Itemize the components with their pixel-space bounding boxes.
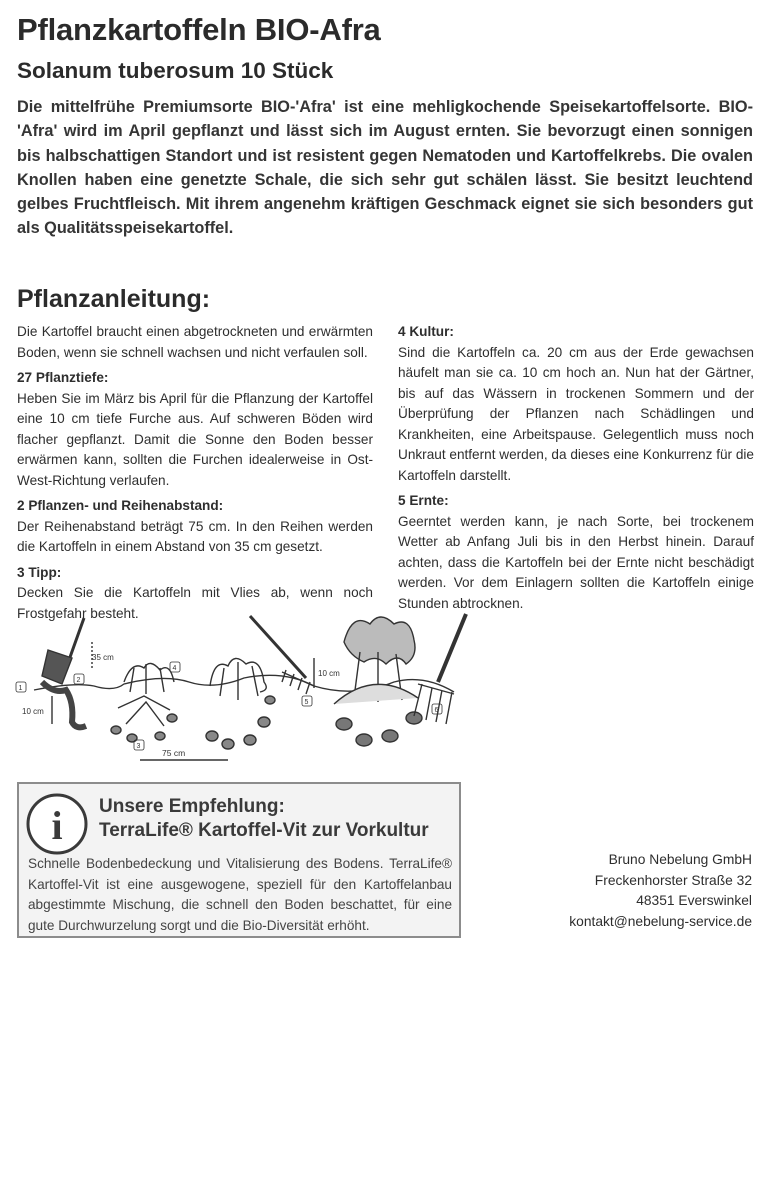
label-spacing: 35 cm [92,653,114,662]
section-text-depth: Heben Sie im März bis April für die Pflanzung der Kartoffel eine 10 cm tiefe Furche aus. Auf schweren Böden wird flacher gepflanzt. Damit die Sonne den Boden besser erwärmen kann, sollten die Furchen idealerweise in Ost-West-Richtung verlaufen. [17,390,373,488]
svg-text:6: 6 [434,707,439,714]
step-badge-5 [302,696,312,706]
instructions-heading: Pflanzanleitung: [17,285,211,313]
product-description: Die mittelfrühe Premiumsorte BIO-'Afra' ist eine mehligkochende Speisekartoffelsorte. BIO-'Afra' wird im April gepflanzt und lässt sich im August ernten. Sie bevorzugt einen sonnigen bis halbschattigen Standort und ist resistent gegen Nematoden und Kartoffelkrebs. Die ovalen Knollen haben eine genetzte Schale, die sich sehr gut schälen lässt. Sie besitzt leuchtend gelbes Fruchtfleisch. Mit ihrem angenehm kräftigen Geschmack eignet sie sich besonders gut als Qualitätsspeisekartoffel. [17,98,753,238]
section-title-tip: 3 Tipp: [17,564,62,580]
section-title-spacing: 2 Pflanzen- und Reihenabstand: [17,498,224,513]
recommendation-title: Unsere Empfehlung: [99,796,285,817]
product-subtitle: Solanum tuberosum 10 Stück [17,58,334,83]
info-icon [25,792,89,856]
planting-illustration [14,612,474,772]
company-email[interactable]: kontakt@nebelung-service.de [569,913,752,929]
young-plant-icon [111,663,177,742]
step-badge-2 [74,674,84,684]
spade-icon [42,618,86,727]
svg-text:2: 2 [76,677,81,684]
company-city: 48351 Everswinkel [636,893,752,908]
section-text-spacing: Der Reihenabstand beträgt 75 cm. In den Reihen werden die Kartoffeln in einem Abstand von 35 cm gesetzt. [17,518,373,554]
svg-text:1: 1 [18,685,23,692]
label-depth-left: 10 cm [22,707,44,716]
step-badge-6 [432,704,442,714]
step-badge-1 [16,682,26,692]
svg-text:3: 3 [136,743,141,750]
info-letter: i [51,803,63,848]
section-title-depth: 27 Pflanztiefe: [17,370,109,385]
digging-fork-icon [414,614,466,724]
instructions-intro: Die Kartoffel braucht einen abgetrockneten und erwärmten Boden, wenn sie schnell wachsen und nicht verfaulen soll. [17,324,373,360]
instructions-column-right [398,322,754,614]
instructions-column-left [17,322,373,624]
label-row-distance: 75 cm [162,748,186,758]
company-name: Bruno Nebelung GmbH [608,852,752,867]
svg-text:4: 4 [172,665,177,672]
hilled-plant-icon [206,658,275,749]
recommendation-box [17,782,461,938]
company-address [569,850,752,932]
mature-plant-icon [334,617,422,746]
section-text-tip: Decken Sie die Kartoffeln mit Vlies ab, wenn noch Frostgefahr besteht. [17,585,373,621]
product-title: Pflanzkartoffeln BIO-Afra [17,12,381,47]
company-street: Freckenhorster Straße 32 [594,872,752,888]
section-title-culture: 4 Kultur: [398,324,454,339]
section-text-harvest: Geerntet werden kann, je nach Sorte, bei trockenem Wetter ab Anfang Juli bis in den Herbst hinein. Darauf achten, dass die Kartoffeln bei der Ernte nicht beschädigt werden. Vor dem Einlagern sollten die Kartoffeln einige Stunden abtrocknen. [398,513,754,611]
rake-icon [250,616,314,694]
section-text-culture: Sind die Kartoffeln ca. 20 cm aus der Erde gewachsen häufelt man sie ca. 10 cm hoch an. Nun hat der Gärtner, bis auf das Wässern in trockenen Sommern und der Überprüfung der Pflanzen nach Schädlingen und Krankheiten, eine Arbeitspause. Gelegentlich muss noch Unkraut entfernt werden, da dieses eine Konkurrenz für die Kartoffeln darstellt. [398,344,754,483]
recommendation-product: TerraLife® Kartoffel-Vit zur Vorkultur [99,820,429,841]
label-hill-height: 10 cm [318,669,340,678]
recommendation-text: Schnelle Bodenbedeckung und Vitalisierung des Bodens. TerraLife® Kartoffel-Vit ist eine ausgewogene, speziell für den Kartoffelanbau abgestimmte Mischung, die schnell den Boden beschattet, für eine gute Durchwurzelung sorgt und die Bio-Diversität erhöht. [28,856,452,933]
step-badge-4 [170,662,180,672]
svg-text:5: 5 [304,699,309,706]
section-title-harvest: 5 Ernte: [398,493,449,508]
